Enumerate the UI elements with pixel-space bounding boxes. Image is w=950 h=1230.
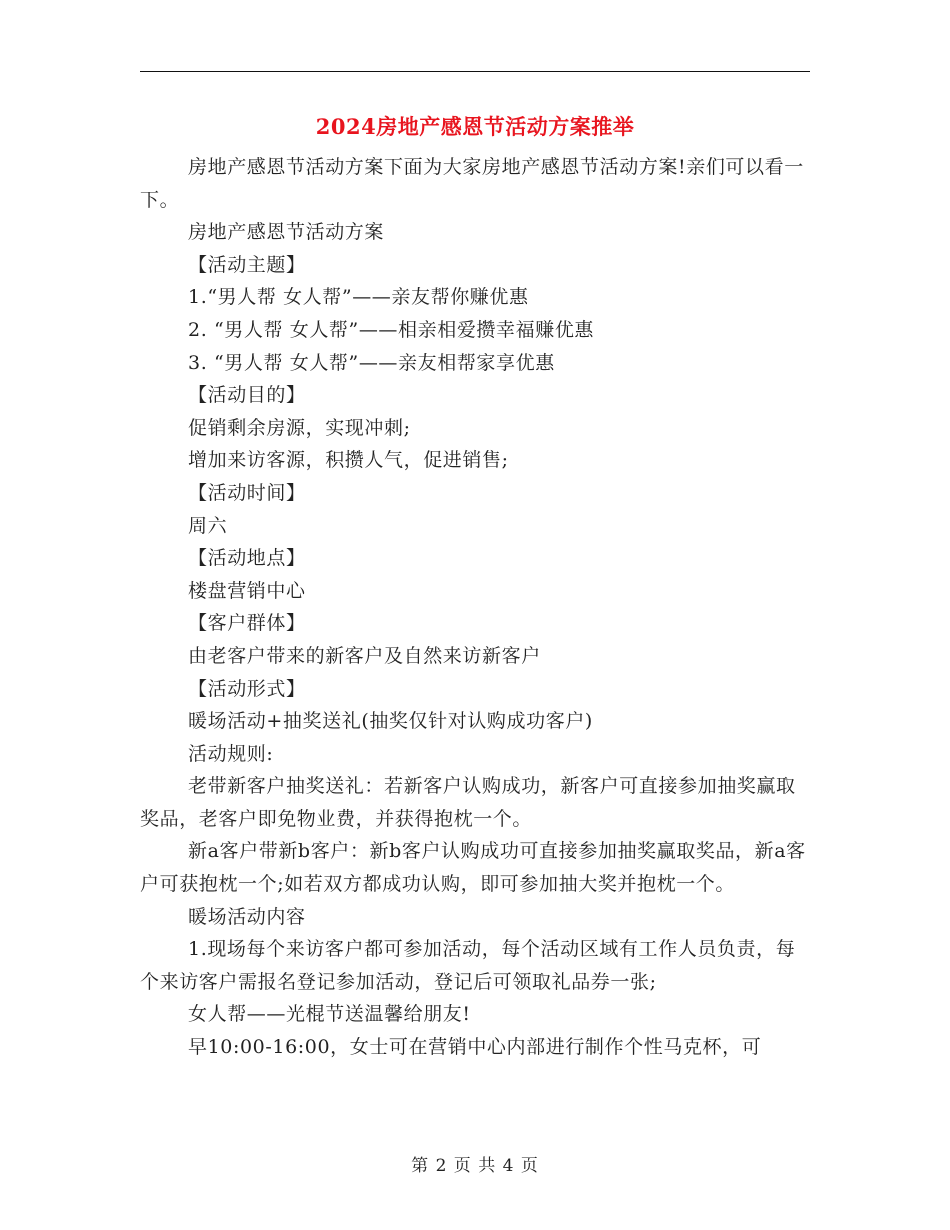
paragraph: 女人帮——光棍节送温馨给朋友! [188,1003,471,1026]
document-title: 2024房地产感恩节活动方案推举 [315,114,635,139]
document-body [140,151,812,1064]
paragraph: 增加来访客源，积攒人气，促进销售; [188,449,509,472]
paragraph: 新a客户带新b客户：新b客户认购成功可直接参加抽奖赢取奖品，新a客户可获抱枕一个;如若双方都成功认购，即可参加抽大奖并抱枕一个。 [140,840,806,896]
paragraph: 房地产感恩节活动方案 [188,221,385,244]
paragraph: 楼盘营销中心 [188,579,306,602]
paragraph: 暖场活动内容 [188,905,306,928]
section-heading: 【活动地点】 [188,547,306,570]
section-heading: 【活动形式】 [188,677,306,700]
section-heading: 【活动时间】 [188,481,306,504]
page-number: 第 2 页 共 4 页 [411,1156,539,1176]
paragraph: 早10:00-16:00，女士可在营销中心内部进行制作个性马克杯，可 [188,1036,762,1059]
list-item: 3. “男人帮 女人帮”——亲友相帮家享优惠 [188,351,555,374]
paragraph: 促销剩余房源，实现冲刺; [188,416,411,439]
paragraph: 活动规则: [188,742,274,765]
list-item: 2. “男人帮 女人帮”——相亲相爱攒幸福赚优惠 [188,318,595,341]
list-item: 1.“男人帮 女人帮”——亲友帮你赚优惠 [188,286,529,309]
paragraph: 房地产感恩节活动方案下面为大家房地产感恩节活动方案!亲们可以看一下。 [140,156,804,211]
section-heading: 【客户群体】 [188,612,306,635]
header-rule [140,71,810,72]
paragraph: 由老客户带来的新客户及自然来访新客户 [188,644,541,667]
paragraph: 老带新客户抽奖送礼：若新客户认购成功，新客户可直接参加抽奖赢取奖品，老客户即免物业费，并获得抱枕一个。 [140,775,796,830]
paragraph: 1.现场每个来访客户都可参加活动，每个活动区域有工作人员负责，每个来访客户需报名登记参加活动，登记后可领取礼品券一张; [140,938,796,993]
paragraph: 暖场活动+抽奖送礼(抽奖仅针对认购成功客户) [188,710,593,733]
section-heading: 【活动主题】 [188,253,306,276]
paragraph: 周六 [188,514,228,537]
section-heading: 【活动目的】 [188,384,306,407]
